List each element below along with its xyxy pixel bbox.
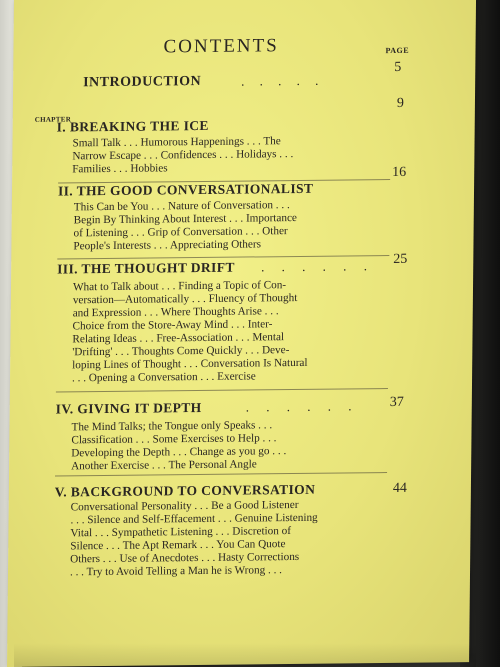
summary-line: Developing the Depth . . . Change as you go . . . <box>71 445 287 460</box>
page-title: CONTENTS <box>163 35 279 58</box>
summary-line: Others . . . Use of Anecdotes . . . Hasty Corrections <box>70 550 300 566</box>
chapter-page-number: 37 <box>389 394 404 410</box>
chapter-title: I. BREAKING THE ICE <box>56 117 209 135</box>
chapter-summary <box>71 418 372 473</box>
summary-line: . . . Try to Avoid Telling a Man he is Wrong . . . <box>69 564 283 579</box>
section-divider <box>56 388 388 392</box>
chapter-summary <box>72 278 373 385</box>
leader-dots: . . . . . <box>241 72 325 89</box>
summary-line: This Can be You . . . Nature of Conversation . . . <box>73 199 290 214</box>
summary-line: The Mind Talks; the Tongue only Speaks . . . <box>71 419 273 434</box>
chapter-page-number: 44 <box>392 480 407 496</box>
book-page <box>7 0 476 667</box>
summary-line: Begin By Thinking About Interest . . . Importance <box>73 212 297 227</box>
introduction-page-number: 5 <box>394 59 402 76</box>
summary-line: Conversational Personality . . . Be a Good Listener <box>70 498 299 514</box>
summary-line: What to Talk about . . . Finding a Topic of Con- <box>72 279 287 294</box>
page-shadow <box>14 643 476 667</box>
chapter-page-number: 9 <box>396 95 405 111</box>
leader-dots: . . . . . . <box>245 398 359 415</box>
leader-dots: . . . . . . <box>261 258 375 275</box>
chapter-title: IV. GIVING IT DEPTH <box>55 399 202 417</box>
page-column-label: PAGE <box>385 45 410 56</box>
summary-line: 'Drifting' . . . Thoughts Come Quickly . . . Deve- <box>72 344 290 359</box>
chapter-page-number: 25 <box>393 251 408 267</box>
summary-line: and Expression . . . Where Thoughts Arise . . . <box>72 305 279 320</box>
chapter-page-number: 16 <box>392 164 407 181</box>
chapter-title: III. THE THOUGHT DRIFT <box>57 259 235 277</box>
chapter-column-label: CHAPTER <box>34 115 72 124</box>
chapter-title: V. BACKGROUND TO CONVERSATION <box>54 481 316 500</box>
chapter-title: II. THE GOOD CONVERSATIONALIST <box>57 180 314 199</box>
summary-line: . . . Silence and Self-Effacement . . . Genuine Listening <box>70 511 318 527</box>
chapter-summary <box>70 498 381 579</box>
summary-line: Relating Ideas . . . Free-Association . . . Mental <box>72 331 285 346</box>
chapter-summary <box>73 198 374 253</box>
summary-line: Narrow Escape . . . Confidences . . . Holidays . . . <box>72 148 294 163</box>
summary-line: Choice from the Store-Away Mind . . . Inter- <box>72 318 273 333</box>
summary-line: Classification . . . Some Exercises to Help . . . <box>71 432 277 447</box>
summary-line: of Listening . . . Grip of Conversation . . . Other <box>73 225 288 240</box>
summary-line: versation—Automatically . . . Fluency of Thought <box>72 291 298 307</box>
introduction-title: INTRODUCTION <box>83 74 202 91</box>
summary-line: Vital . . . Sympathetic Listening . . . Discretion of <box>70 525 292 540</box>
summary-line: . . . Opening a Conversation . . . Exercise <box>71 370 256 385</box>
summary-line: People's Interests . . . Appreciating Others <box>73 238 262 253</box>
summary-line: Small Talk . . . Humorous Happenings . . . The <box>72 135 281 150</box>
summary-line: Families . . . Hobbies <box>72 162 168 176</box>
summary-line: loping Lines of Thought . . . Conversation Is Natural <box>72 356 308 372</box>
summary-line: Another Exercise . . . The Personal Angle <box>71 458 257 473</box>
chapter-summary <box>72 134 372 176</box>
summary-line: Silence . . . The Apt Remark . . . You Can Quote <box>70 538 286 553</box>
